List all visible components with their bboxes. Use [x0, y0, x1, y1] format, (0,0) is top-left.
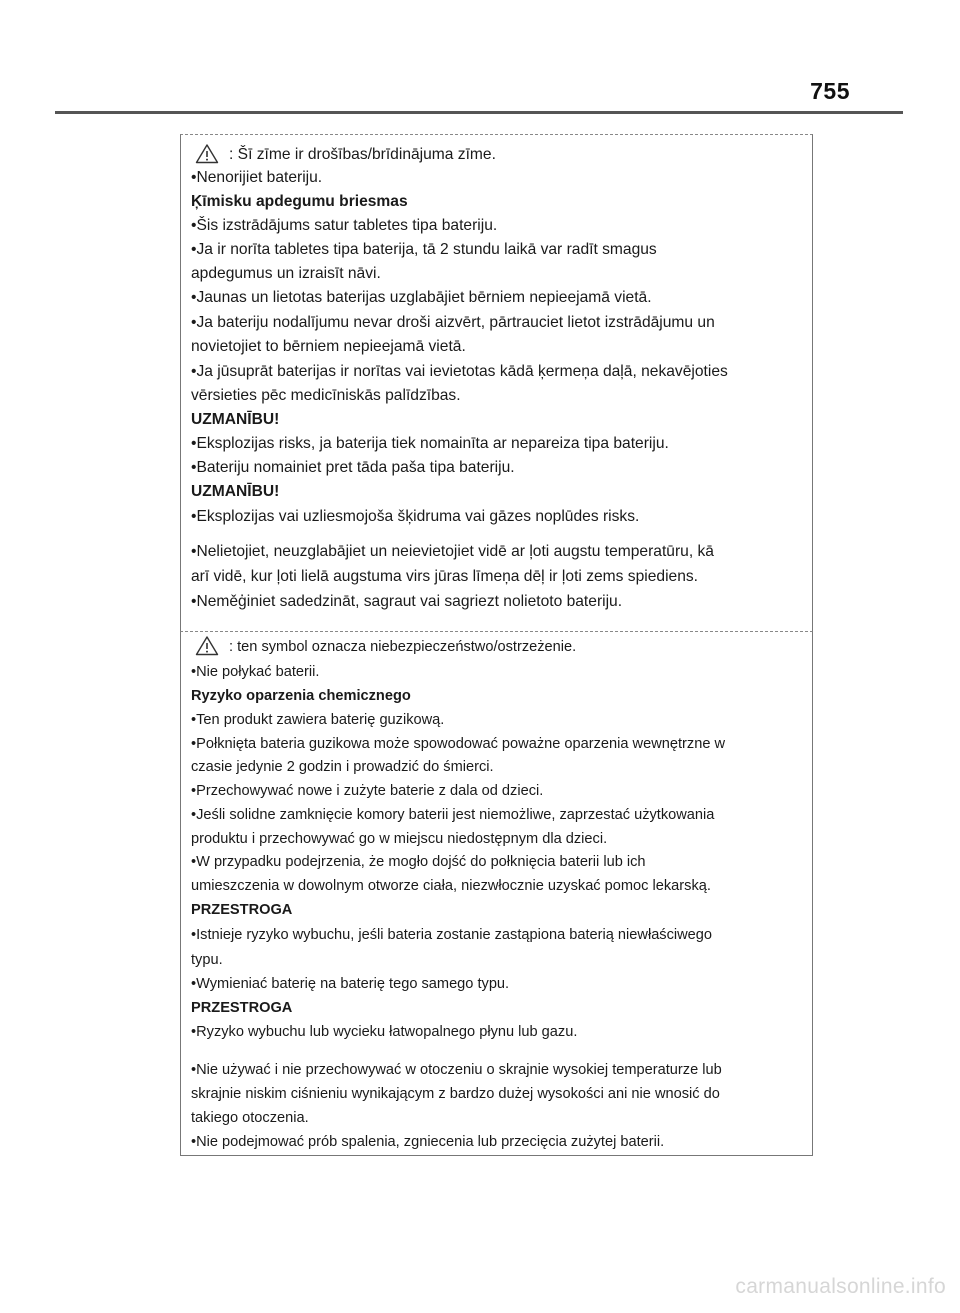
- polish-line: •Połknięta bateria guzikowa może spowodować poważne oparzenia wewnętrzne w: [191, 736, 726, 752]
- polish-line: •Ten produkt zawiera baterię guzikową.: [191, 712, 445, 728]
- latvian-warning-row: [191, 143, 806, 165]
- latvian-warning-text: : Šī zīme ir drošības/brīdinājuma zīme.: [229, 146, 496, 163]
- header-rule: [55, 111, 903, 114]
- latvian-line: •Nenorijiet bateriju.: [191, 169, 323, 186]
- polish-line: •Nie podejmować prób spalenia, zgniecenia lub przecięcia zużytej baterii.: [191, 1134, 665, 1150]
- latvian-line: vērsieties pēc medicīniskās palīdzības.: [191, 387, 461, 404]
- latvian-line: novietojiet to bērniem nepieejamā vietā.: [191, 338, 466, 355]
- polish-line: skrajnie niskim ciśnieniu wynikającym z bardzo dużej wysokości ani nie wnosić do: [191, 1086, 720, 1102]
- polish-line: •Jeśli solidne zamknięcie komory baterii jest niemożliwe, zaprzestać użytkowania: [191, 807, 715, 823]
- polish-line: •Przechowywać nowe i zużyte baterie z dala od dzieci.: [191, 783, 544, 799]
- latvian-line: •Eksplozijas risks, ja baterija tiek nomainīta ar nepareiza tipa bateriju.: [191, 435, 669, 452]
- warning-triangle-icon: [195, 635, 219, 656]
- polish-caution-heading: PRZESTROGA: [191, 1000, 293, 1016]
- polish-warning-text: : ten symbol oznacza niebezpieczeństwo/ostrzeżenie.: [229, 639, 577, 655]
- latvian-line: •Bateriju nomainiet pret tāda paša tipa bateriju.: [191, 459, 515, 476]
- latvian-line: •Nelietojiet, neuzglabājiet un neievietojiet vidē ar ļoti augstu temperatūru, kā: [191, 543, 714, 560]
- polish-line: •Istnieje ryzyko wybuchu, jeśli bateria zostanie zastąpiona baterią niewłaściwego: [191, 927, 713, 943]
- latvian-caution-heading: UZMANĪBU!: [191, 411, 280, 428]
- polish-safety-box: [180, 632, 813, 1156]
- polish-warning-row: [191, 635, 806, 657]
- latvian-line: •Ja jūsuprāt baterijas ir norītas vai ievietotas kādā ķermeņa daļā, nekavējoties: [191, 363, 728, 380]
- latvian-caution-heading: UZMANĪBU!: [191, 483, 280, 500]
- polish-line: umieszczenia w dowolnym otworze ciała, niezwłocznie uzyskać pomoc lekarską.: [191, 878, 711, 894]
- warning-triangle-icon: [195, 143, 219, 164]
- polish-line: •Wymieniać baterię na baterię tego samego typu.: [191, 976, 510, 992]
- latvian-line: •Ja ir norīta tabletes tipa baterija, tā 2 stundu laikā var radīt smagus: [191, 241, 657, 258]
- polish-line: produktu i przechowywać go w miejscu niedostępnym dla dzieci.: [191, 831, 608, 847]
- latvian-line: •Eksplozijas vai uzliesmojoša šķidruma vai gāzes noplūdes risks.: [191, 508, 640, 525]
- polish-line: •W przypadku podejrzenia, że mogło dojść do połknięcia baterii lub ich: [191, 854, 646, 870]
- polish-line: •Nie używać i nie przechowywać w otoczeniu o skrajnie wysokiej temperaturze lub: [191, 1062, 722, 1078]
- polish-heading: Ryzyko oparzenia chemicznego: [191, 688, 411, 704]
- page-number: 755: [810, 78, 850, 104]
- latvian-line: •Ja bateriju nodalījumu nevar droši aizvērt, pārtrauciet lietot izstrādājumu un: [191, 314, 715, 331]
- polish-line: •Ryzyko wybuchu lub wycieku łatwopalnego płynu lub gazu.: [191, 1024, 578, 1040]
- latvian-line: •Neměģiniet sadedzināt, sagraut vai sagriezt nolietoto bateriju.: [191, 593, 623, 610]
- polish-line: takiego otoczenia.: [191, 1110, 309, 1126]
- latvian-line: •Šis izstrādājums satur tabletes tipa bateriju.: [191, 217, 498, 234]
- latvian-line: arī vidē, kur ļoti lielā augstuma virs jūras līmeņa dēļ ir ļoti zems spiediens.: [191, 568, 699, 585]
- latvian-line: apdegumus un izraisīt nāvi.: [191, 265, 381, 282]
- polish-caution-heading: PRZESTROGA: [191, 902, 293, 918]
- polish-line: typu.: [191, 952, 223, 968]
- latvian-heading: Ķīmisku apdegumu briesmas: [191, 193, 408, 210]
- latvian-line: •Jaunas un lietotas baterijas uzglabājiet bērniem nepieejamā vietā.: [191, 289, 652, 306]
- polish-line: •Nie połykać baterii.: [191, 664, 320, 680]
- watermark: carmanualsonline.info: [735, 1275, 946, 1298]
- latvian-safety-box: [180, 134, 813, 632]
- polish-line: czasie jedynie 2 godzin i prowadzić do śmierci.: [191, 759, 494, 775]
